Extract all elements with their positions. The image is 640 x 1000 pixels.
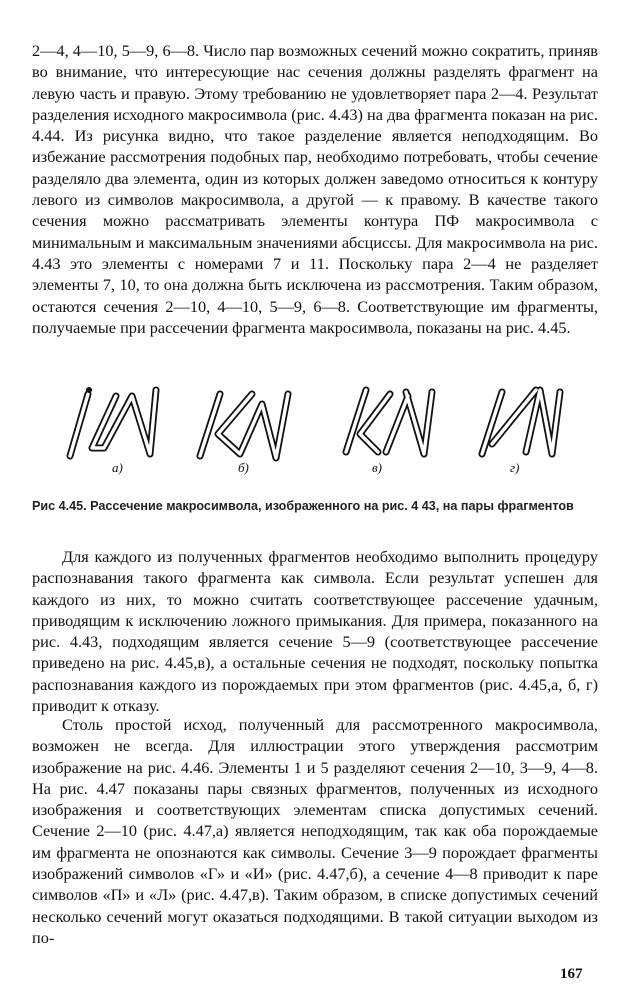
paragraph-2: Для каждого из полученных фрагментов необходимо выполнить процедуру распознавания такого фрагмента как символа. Если результат успешен для каждого из них, то можно считать соответствующее рассечение удачным, приводящим к исключению ложного примыкания. Для примера, показанного на рис. 4.43, подходящим является сечение 5—9 (соответствующее рассечение приведено на рис. 4.45,в), а остальные сечения не подходят, поскольку попытка распознавания каждого из порождаемых при этом фрагментов (рис. 4.45,а, б, г) приводит к отказу. [32, 547, 598, 716]
figure-caption: Рис 4.45. Рассечение макросимвола, изображенного на рис. 4 43, на пары фрагментов [32, 499, 574, 513]
figure-4-45 [40, 378, 600, 490]
fragment-b-glyph [200, 394, 288, 458]
fragment-label-g: г) [510, 460, 520, 475]
fragment-label-v: в) [372, 460, 382, 475]
dot-mark [86, 387, 92, 393]
paragraph-3: Столь простой исход, полученный для рассмотренного макросимвола, возможен не всегда. Для иллюстрации этого утверждения рассмотрим изображение на рис. 4.46. Элементы 1 и 5 разделяют сечения 2—10, 3—9, 4—8. На рис. 4.47 показаны пары связных фрагментов, полученных из исходного изображения и соответствующих элементам списка допустимых сечений. Сечение 2—10 (рис. 4.47,а) является неподходящим, так как оба порождаемые им фрагмента не опознаются как символы. Сечение 3—9 порождает фрагменты изображений символов «Г» и «И» (рис. 4.47,б), а сечение 4—8 приводит к паре символов «П» и «Л» (рис. 4.47,в). Таким образом, в списке допустимых сечений несколько сечений могут оказаться подходящими. В такой ситуации выходом из по- [32, 715, 598, 947]
fragment-label-a: а) [112, 460, 123, 475]
figure-fragments-svg [40, 378, 600, 490]
fragment-g-glyph [482, 390, 560, 454]
fragment-label-b: б) [238, 460, 249, 475]
page-number: 167 [560, 966, 583, 982]
fragment-a-glyph [70, 387, 156, 456]
paragraph-1: 2—4, 4—10, 5—9, 6—8. Число пар возможных сечений можно сократить, приняв во внимание, что интересующие нас сечения должны разделять фрагмент на левую часть и правую. Этому требованию не удовлетворяет пара 2—4. Результат разделения исходного макросимвола (рис. 4.43) на два фрагмента показан на рис. 4.44. Из рисунка видно, что такое разделение является неподходящим. Во избежание рассмотрения подобных пар, необходимо потребовать, чтобы сечение разделяло два элемента, один из которых должен заведомо относиться к контуру левого из символов макросимвола, а другой — к правому. В качестве такого сечения можно рассматривать элементы контура ПФ макросимвола с минимальным и максимальным значениями абсциссы. Для макросимвола на рис. 4.43 это элементы с номерами 7 и 11. Поскольку пара 2—4 не разделяет элементы 7, 10, то она должна быть исключена из рассмотрения. Таким образом, остаются сечения 2—10, 4—10, 5—9, 6—8. Соответствующие им фрагменты, получаемые при рассечении фрагмента макросимвола, показаны на рис. 4.45. [32, 41, 598, 337]
fragment-v-glyph [346, 390, 432, 454]
